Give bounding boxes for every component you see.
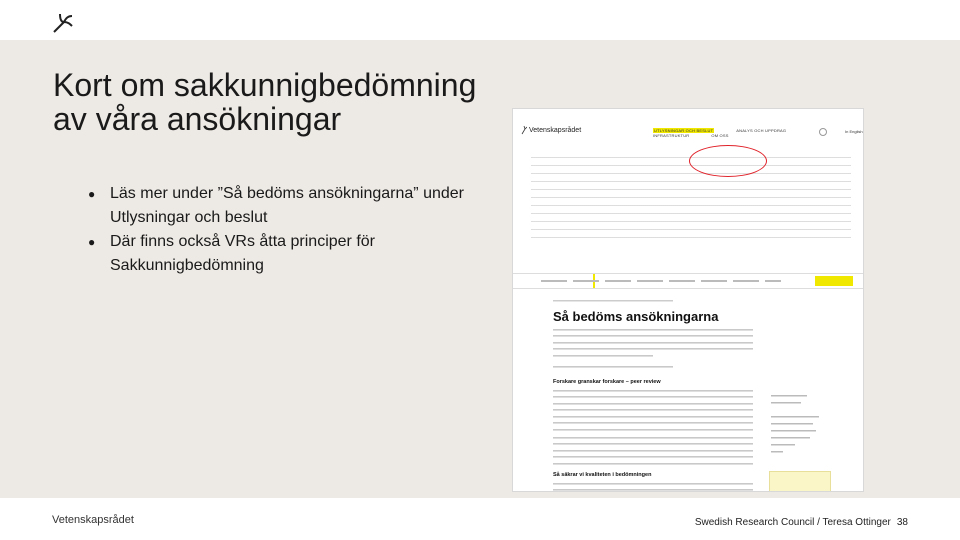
- footer-credit: [689, 517, 908, 528]
- bullet-list: [88, 182, 488, 278]
- bullet-item: ● Läs mer under ”Så bedöms ansökningarna” under Utlysningar och beslut: [88, 182, 488, 230]
- nav-link[interactable]: INFRASTRUKTUR: [653, 133, 690, 138]
- section-heading: Så säkrar vi kvaliteten i bedömningen: [553, 472, 652, 478]
- sub-nav-lines: [541, 280, 781, 282]
- highlight-oval: [689, 145, 767, 177]
- section-text: [553, 481, 753, 492]
- top-bar: [0, 0, 960, 40]
- section-heading: Forskare granskar forskare – peer review: [553, 379, 661, 385]
- slide-title: [53, 68, 573, 136]
- sidebar-links: [771, 392, 831, 455]
- page-number: 38: [896, 517, 908, 528]
- website-navlinks: [653, 128, 863, 138]
- section-text: [553, 435, 753, 466]
- nav-link[interactable]: UTLYSNINGAR OCH BESLUT: [654, 128, 714, 133]
- content-link[interactable]: [553, 364, 673, 369]
- website-page-title: Så bedöms ansökningarna: [553, 309, 719, 324]
- search-icon[interactable]: [819, 128, 827, 136]
- intro-text: [553, 327, 753, 358]
- bullet-item: ● Där finns också VRs åtta principer för Sakkunnigbedömning: [88, 230, 488, 278]
- language-link[interactable]: In English: [845, 129, 863, 134]
- page-meta: [553, 299, 673, 303]
- website-brand: Vetenskapsrådet: [529, 127, 582, 134]
- title-line-2: av våra ansökningar: [53, 101, 342, 137]
- sidebar-notice: [769, 471, 831, 492]
- nav-link[interactable]: ANALYS OCH UPPDRAG: [736, 128, 787, 133]
- yellow-button[interactable]: [815, 276, 853, 286]
- sub-nav-bar: [513, 273, 863, 289]
- vr-logo-icon: [50, 10, 76, 36]
- vr-logo-icon: [521, 125, 527, 135]
- nav-link[interactable]: OM OSS: [711, 133, 729, 138]
- section-text: [553, 388, 753, 432]
- title-line-1: Kort om sakkunnigbedömning: [53, 67, 477, 103]
- website-content: [553, 289, 863, 492]
- footer-brand: Vetenskapsrådet: [52, 514, 134, 526]
- website-screenshot: [512, 108, 864, 492]
- footer-credit-text: Swedish Research Council / Teresa Ottinger: [694, 517, 891, 528]
- website-nav: [513, 109, 863, 151]
